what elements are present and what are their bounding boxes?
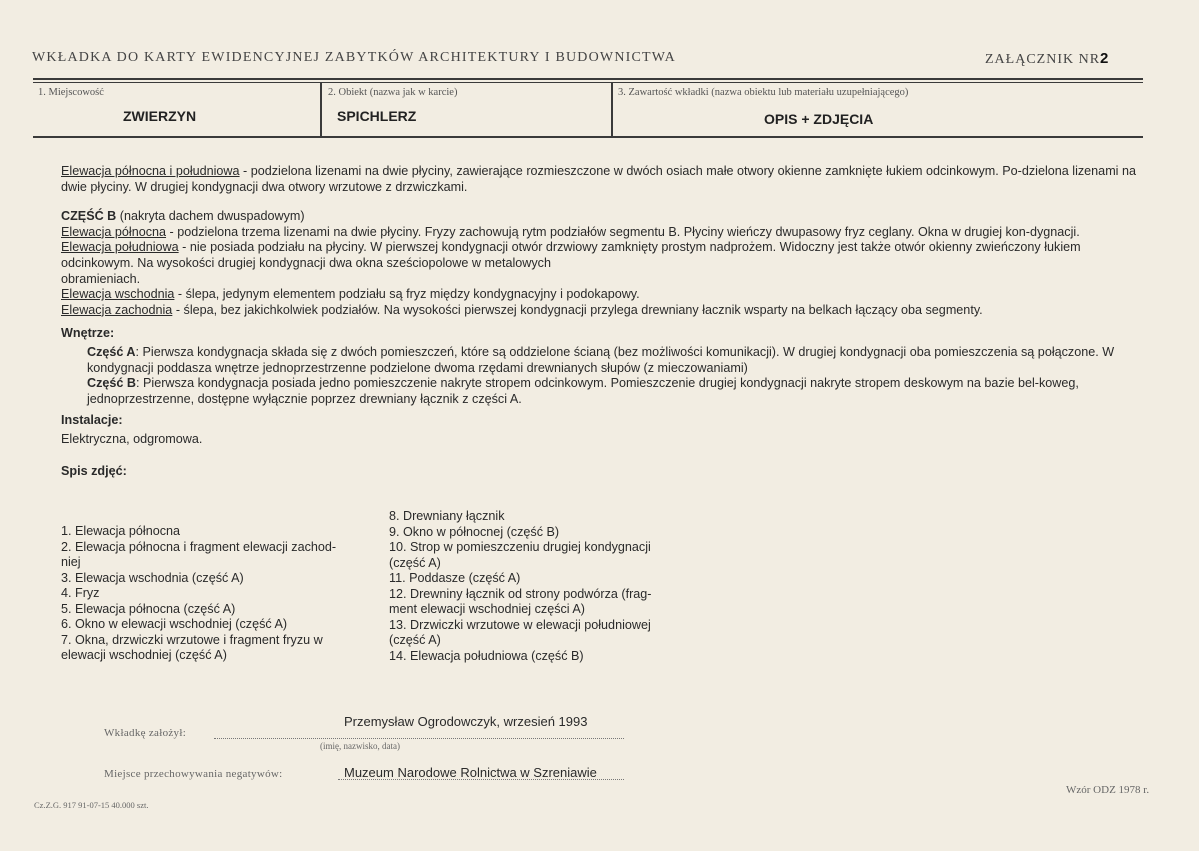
para-interior-b	[61, 376, 1156, 407]
text-north: - podzielona trzema lizenami na dwie płyciny. Fryzy zachowują rytm podziałów segmentu B. Płyciny wieńczy dwupasowy fryz ceglany. Okna w drugiej kon-dygnacji.	[166, 224, 1080, 239]
print-info: Cz.Z.G. 917 91-07-15 40.000 szt.	[34, 800, 149, 810]
photo-list-item: 8. Drewniany łącznik	[389, 509, 505, 523]
object-value: SPICHLERZ	[337, 108, 417, 124]
part-b-sub: (nakryta dachem dwuspadowym)	[116, 209, 305, 224]
author-value: Przemysław Ogrodowczyk, wrzesień 1993	[344, 714, 588, 729]
photo-list-item: 7. Okna, drzwiczki wrzutowe i fragment fryzu w	[61, 632, 323, 647]
para-north	[61, 225, 1156, 241]
photo-list-item: 9. Okno w północnej (część B)	[389, 524, 560, 539]
top-rule	[33, 78, 1143, 80]
photo-list-item: elewacji wschodniej (część A)	[61, 648, 227, 662]
photo-list-item: 1. Elewacja północna	[61, 524, 181, 538]
heading-west: Elewacja zachodnia	[61, 302, 173, 317]
para-east	[61, 287, 1156, 303]
photos-heading	[61, 464, 1156, 480]
photos-heading-text: Spis zdjęć:	[61, 463, 127, 478]
contents-label: 3. Zawartość wkładki (nazwa obiektu lub materiału uzupełniającego)	[618, 87, 909, 98]
photo-list-item: 6. Okno w elewacji wschodniej (część A)	[61, 617, 288, 631]
attachment-number	[985, 50, 1109, 68]
para-south-2: obramieniach.	[61, 271, 141, 286]
install-text: Elektryczna, odgromowa.	[61, 431, 203, 446]
attachment-number-value: 2	[1100, 50, 1110, 67]
description-block	[61, 164, 1156, 479]
locality-value: ZWIERZYN	[123, 108, 197, 124]
photo-list-item: 10. Strop w pomieszczeniu drugiej kondygnacji	[389, 540, 651, 554]
field-divider-1	[320, 82, 322, 136]
text-east: - ślepa, jedynym elementem podziału są fryz między kondygnacyjny i podokapowy.	[174, 287, 640, 302]
interior-a-heading: Część A	[87, 344, 136, 359]
para-interior-a	[61, 345, 1156, 376]
interior-heading-text: Wnętrze:	[61, 326, 115, 341]
install-heading	[61, 413, 1156, 429]
photo-list-item: (część A)	[389, 555, 441, 570]
form-title: WKŁADKA DO KARTY EWIDENCYJNEJ ZABYTKÓW ARCHITEKTURY I BUDOWNICTWA	[32, 50, 676, 65]
part-b-heading: CZĘŚĆ B	[61, 209, 117, 224]
negatives-value: Muzeum Narodowe Rolnictwa w Szreniawie	[344, 765, 597, 780]
photo-list-item: 3. Elewacja wschodnia (część A)	[61, 570, 244, 585]
text-interior-a: : Pierwsza kondygnacja składa się z dwóch pomieszczeń, które są oddzielone ścianą (bez możliwości komunikacji). W drugiej kondygnacji oba pomieszczenia są połączone. W kondygnacji poddasza wnętrze jednoprzestrzenne podzielone dwoma rzędami drewnianych słupów (z mieczowaniami)	[87, 344, 1115, 375]
photo-list-item: (część A)	[389, 633, 441, 647]
photo-list-item: 14. Elewacja południowa (część B)	[389, 648, 584, 663]
photo-list-left	[61, 524, 371, 664]
contents-value: OPIS + ZDJĘCIA	[764, 111, 874, 127]
heading-east: Elewacja wschodnia	[61, 287, 175, 302]
attachment-label: ZAŁĄCZNIK NR	[985, 52, 1101, 67]
locality-label: 1. Miejscowość	[38, 87, 104, 98]
photo-list-item: ment elewacji wschodniej części A)	[389, 602, 585, 616]
heading-north-south: Elewacja północna i południowa	[61, 164, 240, 178]
para-south	[61, 240, 1156, 271]
heading-south: Elewacja południowa	[61, 240, 179, 255]
photo-list-item: 4. Fryz	[61, 586, 100, 600]
field-divider-2	[611, 82, 613, 136]
text-interior-b: : Pierwsza kondygnacja posiada jedno pomieszczenie nakryte stropem odcinkowym. Pomieszczenie drugiej kondygnacji nakryte stropem deskowym na bazie bel-koweg, jednoprzestrzenne, dostępne wyłącznie poprzez drewniany łącznik z części A.	[87, 376, 1079, 406]
photo-list-item: niej	[61, 555, 81, 569]
install-heading-text: Instalacje:	[61, 413, 123, 428]
top-rule-thin	[33, 82, 1143, 83]
text-west: - ślepa, bez jakichkolwiek podziałów. Na wysokości pierwszej kondygnacji przylega drewniany łacznik wsparty na belkach łączący oba segmenty.	[172, 302, 983, 317]
author-line	[214, 738, 624, 739]
text-south: - nie posiada podziału na płyciny. W pierwszej kondygnacji otwór drzwiowy zamknięty prostym nadprożem. Widoczny jest także otwór okienny zwieńczony łukiem odcinkowym. Na wysokości drugiej kondygnacji dwa okna sześciopolowe w metalowych	[61, 240, 1081, 270]
text-north-south: - podzielona lizenami na dwie płyciny, zawierające rozmieszczone w dwóch osiach małe otwory okienne zamknięte łukiem odcinkowym. Po-dzielona lizenami na dwie płyciny. W drugiej kondygnacji dwa otwory wrzutowe z drzwiczkami.	[61, 164, 1136, 194]
photo-list-item: 12. Drewniny łącznik od strony podwórza (frag-	[389, 586, 652, 601]
photo-list-item: 5. Elewacja północna (część A)	[61, 601, 236, 616]
negatives-label: Miejsce przechowywania negatywów:	[104, 768, 283, 780]
para-north-south	[61, 164, 1156, 195]
heading-north: Elewacja północna	[61, 224, 167, 239]
interior-b-heading: Część B	[87, 376, 136, 391]
author-hint: (imię, nazwisko, data)	[320, 741, 400, 751]
bottom-rule	[33, 136, 1143, 138]
object-label: 2. Obiekt (nazwa jak w karcie)	[328, 87, 458, 98]
author-label: Wkładkę założył:	[104, 727, 187, 739]
part-b	[61, 209, 1156, 225]
interior-heading	[61, 326, 1156, 342]
para-west	[61, 303, 1156, 319]
form-code: Wzór ODZ 1978 r.	[1066, 784, 1150, 796]
photo-list-item: 11. Poddasze (część A)	[389, 571, 521, 585]
photo-list-right	[389, 509, 699, 664]
photo-list-item: 13. Drzwiczki wrzutowe w elewacji południowej	[389, 617, 651, 632]
photo-list-item: 2. Elewacja północna i fragment elewacji zachod-	[61, 539, 337, 554]
